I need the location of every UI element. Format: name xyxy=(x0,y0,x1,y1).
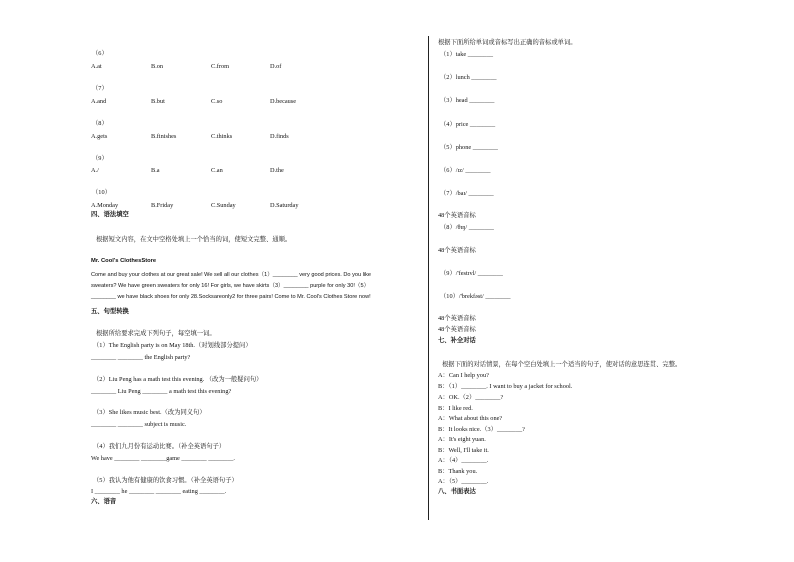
exercise-answer: ________ Liu Peng ________ a math test this evening? xyxy=(91,388,232,395)
section-instruction: 根据所给要求完成下列句子，每空填一词。 xyxy=(96,330,216,337)
phonetic-item: （3）head ________ xyxy=(440,97,495,104)
question-number: （10） xyxy=(92,189,111,196)
phonetic-item: （6）/ɪz/ ________ xyxy=(440,167,491,174)
dialogue-line: B：Thank you. xyxy=(438,468,478,475)
section-heading: 七、补全对话 xyxy=(438,337,476,344)
phonetic-item: （5）phone ________ xyxy=(440,144,498,151)
passage-line: ________ we have black shoes for only 28.Socksareonly2 for three pairs! Come to Mr. Cool's Clothes Store now! xyxy=(91,294,371,300)
passage-line: sweaters? We have green sweaters for only 16! For girls, we have skirts（3）________ purple for only 30!（5） xyxy=(91,283,370,289)
option: A.Monday xyxy=(91,202,119,209)
option: B.on xyxy=(151,63,164,70)
exercise-question: （3）She likes music best.（改为同义句） xyxy=(93,409,206,416)
dialogue-line: B：I like red. xyxy=(438,405,473,412)
dialogue-line: A：（5）________. xyxy=(438,478,489,485)
option: A.at xyxy=(91,63,102,70)
dialogue-line: A：Can I help you? xyxy=(438,372,489,379)
dialogue-line: A：What about this one? xyxy=(438,415,503,422)
question-number: （7） xyxy=(92,85,108,92)
dialogue-line: B：It looks nice.（3）________? xyxy=(438,426,525,433)
exercise-question: （5）我认为他有健康的饮食习惯。（补全英语句子） xyxy=(93,477,238,484)
option: D.because xyxy=(270,98,297,105)
phonetic-note: 48个英语音标 xyxy=(438,315,476,322)
exercise-answer: ________ ________ subject is music. xyxy=(91,421,187,428)
exercise-question: （4）我们九月份有运动比赛。（补全英语句子） xyxy=(93,443,226,450)
option: D.the xyxy=(270,167,284,174)
phonetic-item: （8）/θɪŋ/ ________ xyxy=(440,224,494,231)
option: D.Saturday xyxy=(270,202,299,209)
option: C.thinks xyxy=(211,133,233,140)
option: B.but xyxy=(151,98,165,105)
column-divider xyxy=(428,36,429,520)
option: C.so xyxy=(211,98,223,105)
exercise-answer: ________ ________ the English party? xyxy=(91,354,191,361)
dialogue-line: A：It's eight yuan. xyxy=(438,436,486,443)
section-heading: 四、语法填空 xyxy=(91,211,129,218)
option: A.and xyxy=(91,98,107,105)
passage-line: Come and buy your clothes at our great sale! We sell all our clothes（1）________ very good prices. Do you like xyxy=(91,272,372,278)
section-heading: 八、书面表达 xyxy=(438,488,476,495)
dialogue-line: A：OK.（2）________? xyxy=(438,394,504,401)
dialogue-line: A：（4）________. xyxy=(438,457,489,464)
phonetic-item: （9）/'festɪvl/ ________ xyxy=(440,270,503,277)
section-heading: 六、语音 xyxy=(91,498,117,505)
phonetic-item: （7）/baɪ/ ________ xyxy=(440,190,494,197)
dialogue-line: B：（1）________. I want to buy a jacket for school. xyxy=(438,383,573,390)
phonetic-item: （4）price ________ xyxy=(440,121,496,128)
option: D.of xyxy=(270,63,282,70)
exercise-question: （1）The English party is on May 18th.（对划线部分提问） xyxy=(93,342,252,349)
question-number: （8） xyxy=(92,120,108,127)
phonetic-note: 48个英语音标 xyxy=(438,326,476,333)
option: C.Sunday xyxy=(211,202,236,209)
option: D.finds xyxy=(270,133,289,140)
phonetic-note: 48个英语音标 xyxy=(438,247,476,254)
question-number: （6） xyxy=(92,50,108,57)
phonetic-item: （10）/'brekfəst/ ________ xyxy=(440,293,511,300)
phonetic-item: （2）lunch ________ xyxy=(440,74,497,81)
section-instruction: 根据下面的对话情景，在每个空白处填上一个适当的句子，使对话的意思连贯、完整。 xyxy=(442,361,682,368)
section-instruction: 根据下面所给单词或音标写出正确的音标或单词。 xyxy=(438,39,577,46)
passage-title: Mr. Cool's ClothesStore xyxy=(91,258,157,264)
question-number: （9） xyxy=(92,155,108,162)
option: B.a xyxy=(151,167,160,174)
section-instruction: 根据短文内容，在文中空格处填上一个恰当的词，使短文完整、通顺。 xyxy=(96,236,292,243)
exercise-question: （2）Liu Peng has a math test this evening. （改为一般疑问句） xyxy=(93,376,263,383)
dialogue-line: B：Well, I'll take it. xyxy=(438,447,489,454)
option: A.gets xyxy=(91,133,108,140)
exercise-answer: I ________ he ________ ________ eating ________. xyxy=(91,488,227,495)
phonetic-item: （1）take ________ xyxy=(440,51,493,58)
option: B.finishes xyxy=(151,133,177,140)
option: A./ xyxy=(91,167,99,174)
section-heading: 五、句型转换 xyxy=(91,308,129,315)
option: C.an xyxy=(211,167,223,174)
option: B.Friday xyxy=(151,202,174,209)
exercise-answer: We have ________ ________game ________ ________. xyxy=(91,455,235,462)
phonetic-note: 48个英语音标 xyxy=(438,212,476,219)
option: C.from xyxy=(211,63,230,70)
